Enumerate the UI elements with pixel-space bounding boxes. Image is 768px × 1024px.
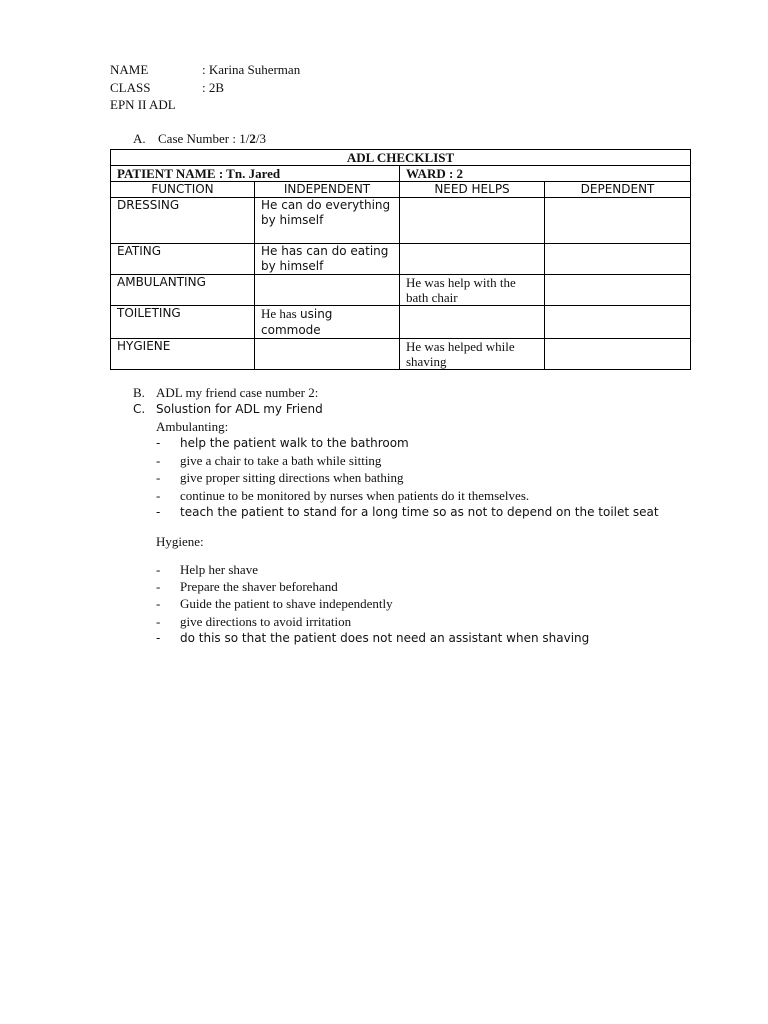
ambulanting-heading: Ambulanting:: [156, 419, 229, 434]
row-need-helps: He was helped while shaving: [400, 339, 545, 370]
row-independent: [255, 306, 400, 339]
row-need-helps: He was help with the bath chair: [400, 275, 545, 306]
row-independent: [255, 339, 400, 370]
list-item: [156, 435, 659, 452]
row-dependent: [545, 275, 691, 306]
section-b-letter: B.: [133, 385, 145, 400]
list-item: [156, 630, 589, 647]
dash: -: [156, 562, 161, 577]
dash: -: [156, 630, 161, 645]
class-line: [110, 79, 224, 96]
list-item: [156, 487, 659, 504]
col-dependent: DEPENDENT: [545, 182, 691, 198]
list-item-text: give directions to avoid irritation: [180, 613, 352, 629]
list-item-text: continue to be monitored by nurses when patients do it themselves.: [180, 487, 530, 503]
table-row: [111, 198, 691, 244]
dash: -: [156, 504, 161, 519]
list-item: [156, 504, 659, 521]
name-label: NAME: [110, 62, 149, 77]
list-item: [156, 561, 589, 578]
row-dependent: [545, 244, 691, 275]
column-header-row: [111, 182, 691, 198]
row-need-helps: [400, 198, 545, 244]
ward: WARD : 2: [400, 166, 691, 182]
row-dependent: [545, 339, 691, 370]
col-need-helps: NEED HELPS: [400, 182, 545, 198]
row-independent-b: using commode: [261, 307, 333, 337]
list-item: [156, 452, 659, 469]
list-item-text: give a chair to take a bath while sitting: [180, 453, 382, 469]
row-independent: He has can do eating by himself: [255, 244, 400, 275]
patient-row: [111, 166, 691, 182]
dash: -: [156, 487, 161, 503]
course-line: [110, 96, 176, 113]
list-item-text: Help her shave: [180, 562, 258, 577]
dash: -: [156, 436, 161, 450]
table-row: [111, 306, 691, 339]
name-value: : Karina Suherman: [202, 62, 301, 77]
section-c: [133, 401, 323, 418]
section-c-letter: C.: [133, 402, 146, 416]
class-value: : 2B: [202, 80, 225, 95]
dash: -: [156, 596, 161, 612]
case-rest: /3: [255, 131, 266, 146]
dash: -: [156, 470, 161, 486]
row-need-helps: [400, 244, 545, 275]
list-item-text: teach the patient to stand for a long time so as not to depend on the toilet seat: [180, 504, 659, 519]
row-function: DRESSING: [111, 198, 255, 244]
row-function: TOILETING: [111, 306, 255, 339]
col-independent: INDEPENDENT: [255, 182, 400, 198]
list-item: [156, 613, 589, 630]
name-line: [110, 61, 300, 78]
case-label: Case Number : 1/: [158, 131, 250, 146]
list-item: [156, 469, 659, 486]
list-item-text: give proper sitting directions when bathing: [180, 470, 404, 486]
adl-checklist-table: [110, 149, 691, 370]
dash: -: [156, 613, 161, 629]
list-item-text: Prepare the shaver beforehand: [180, 579, 338, 595]
hygiene-heading: Hygiene:: [156, 534, 204, 549]
list-item-text: Guide the patient to shave independently: [180, 596, 393, 612]
hygiene-list: [156, 561, 589, 647]
table-row: [111, 339, 691, 370]
row-independent-a: He has: [261, 306, 300, 321]
row-independent: He can do everything by himself: [255, 198, 400, 244]
class-label: CLASS: [110, 80, 151, 95]
case-number-line: [133, 130, 266, 147]
table-title: ADL CHECKLIST: [111, 150, 691, 166]
course-label: EPN II ADL: [110, 97, 176, 112]
case-bold: 2: [249, 131, 256, 146]
row-function: EATING: [111, 244, 255, 275]
col-function: FUNCTION: [111, 182, 255, 198]
patient-name: PATIENT NAME : Tn. Jared: [111, 166, 400, 182]
list-item: [156, 595, 589, 612]
section-c-text: Solustion for ADL my Friend: [156, 402, 323, 416]
section-b: [133, 384, 318, 401]
row-function: AMBULANTING: [111, 275, 255, 306]
list-item-text: do this so that the patient does not need an assistant when shaving: [180, 630, 590, 645]
row-independent: [255, 275, 400, 306]
row-dependent: [545, 198, 691, 244]
dash: -: [156, 453, 161, 469]
row-function: HYGIENE: [111, 339, 255, 370]
list-item-text: help the patient walk to the bathroom: [180, 436, 409, 450]
row-dependent: [545, 306, 691, 339]
table-row: [111, 275, 691, 306]
table-title-row: [111, 150, 691, 166]
table-row: [111, 244, 691, 275]
section-b-text: ADL my friend case number 2:: [156, 385, 319, 400]
case-letter: A.: [133, 131, 146, 146]
dash: -: [156, 579, 161, 595]
ambulanting-list: [156, 435, 659, 521]
list-item: [156, 578, 589, 595]
row-need-helps: [400, 306, 545, 339]
